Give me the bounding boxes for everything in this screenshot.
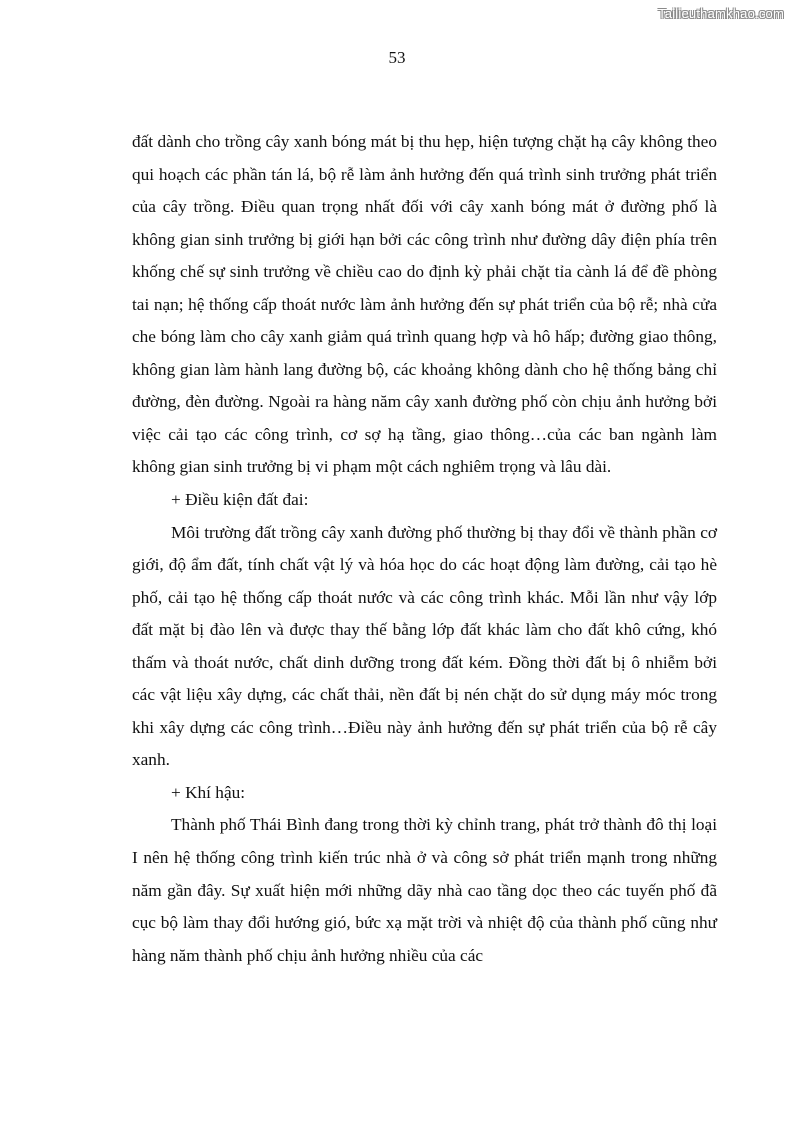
paragraph-street-tree-constraints: đất dành cho trồng cây xanh bóng mát bị thu hẹp, hiện tượng chặt hạ cây không theo qui hoạch các phần tán lá, bộ rễ làm ảnh hưởng đến quá trình sinh trưởng phát triển của cây trồng. Điều quan trọng nhất đối với cây xanh bóng mát ở đường phố là không gian sinh trưởng bị giới hạn bởi các công trình như đường dây điện phía trên khống chế sự sinh trưởng về chiều cao do định kỳ phải chặt tỉa cành lá để đề phòng tai nạn; hệ thống cấp thoát nước làm ảnh hưởng đến sự phát triển của bộ rễ; nhà cửa che bóng làm cho cây xanh giảm quá trình quang hợp và hô hấp; đường giao thông, không gian làm hành lang đường bộ, các khoảng không dành cho hệ thống bảng chỉ đường, đèn đường. Ngoài ra hàng năm cây xanh đường phố còn chịu ảnh hưởng bởi việc cải tạo các công trình, cơ sợ hạ tầng, giao thông…của các ban ngành làm không gian sinh trưởng bị vi phạm một cách nghiêm trọng và lâu dài. — [132, 132, 717, 477]
document-body — [132, 126, 717, 972]
heading-soil-conditions: + Điều kiện đất đai: — [171, 490, 309, 510]
page-number: 53 — [388, 48, 406, 67]
heading-climate: + Khí hậu: — [171, 782, 246, 802]
paragraph-climate: Thành phố Thái Bình đang trong thời kỳ chỉnh trang, phát trở thành đô thị loại I nên hệ thống công trình kiến trúc nhà ở và công sở phát triển mạnh trong những năm gần đây. Sự xuất hiện mới những dãy nhà cao tầng dọc theo các tuyến phố đã cục bộ làm thay đổi hướng gió, bức xạ mặt trời và nhiệt độ của thành phố cũng như hàng năm thành phố chịu ảnh hưởng nhiều của các — [132, 815, 717, 965]
paragraph-soil-conditions: Môi trường đất trồng cây xanh đường phố thường bị thay đổi về thành phần cơ giới, độ ẩm đất, tính chất vật lý và hóa học do các hoạt động làm đường, cải tạo hè phố, cải tạo hệ thống cấp thoát nước và các công trình khác. Mỗi lần như vậy lớp đất mặt bị đào lên và được thay thế bằng lớp đất khác làm cho đất khô cứng, khó thấm và thoát nước, chất dinh dưỡng trong đất kém. Đồng thời đất bị ô nhiễm bởi các vật liệu xây dựng, các chất thải, nền đất bị nén chặt do sử dụng máy móc trong khi xây dựng các công trình…Điều này ảnh hưởng đến sự phát triển của bộ rễ cây xanh. — [132, 522, 717, 770]
watermark-text: Tailieuthamkhao.com — [658, 6, 784, 21]
